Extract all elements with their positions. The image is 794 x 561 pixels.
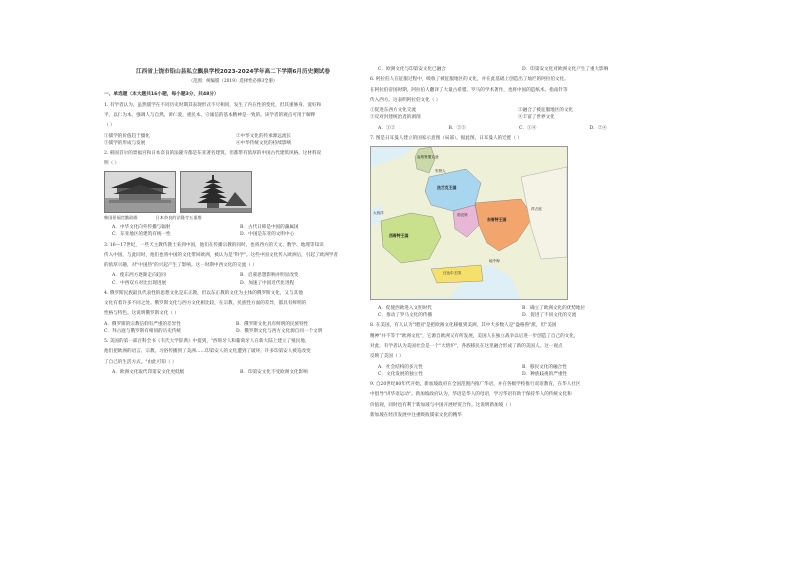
q1-option[interactable]: ④中华传统文化的持续影响 <box>236 140 292 146</box>
q1-option[interactable]: ③儒学的形成与发展 <box>104 140 146 146</box>
q7-option[interactable]: B．确立了欧洲文化的优势地位 <box>522 306 586 311</box>
q1-stem: 1. 有学者认为，虽然儒学在不同历史时期其表现形式不尽相同，发生了内在性的变化，但其重修身、爱好和 <box>104 102 322 108</box>
q4-stem: 文化有着许多不同之处。俄罗斯文化与西方文化相比较，在宗教、民族性方面的差异，都具有鲜明的 <box>104 301 307 307</box>
q1-stem: 平、以仁为本、强调人与自然、讲仁爱、重民本、守诚信的基本精神是一致的。该学者的观点可用于解释 <box>104 113 316 119</box>
q4-option[interactable]: C．拜占庭与俄罗斯有相同的历史传统 <box>104 328 182 334</box>
q2-option[interactable]: D．中国是东亚的文明中心 <box>240 232 295 238</box>
q8-option[interactable]: C．文化发展的独立性 <box>378 371 423 377</box>
q6-stem: 6. 阿拉伯人在征服过程中，吸收了被征服地区的文化，并在此基础上创造出了灿烂的阿拉伯文化。 <box>370 77 569 83</box>
exam-title: 江西省上饶市铅山县私立飘泉学校2023-2024学年高二下学期6月历史测试卷 <box>136 69 330 75</box>
q1-option[interactable]: ①儒学的价值趋于僵化 <box>104 133 150 139</box>
map-label: 朱特人 <box>435 169 446 173</box>
q6-statement: ③反对封建统治者的剥削 <box>370 115 421 121</box>
q1-stem: （ ） <box>104 123 115 129</box>
q3-options <box>104 272 362 286</box>
q5-options <box>104 369 362 376</box>
q5-option[interactable]: A．欧洲文化取代印第安文化更低级 <box>112 370 185 376</box>
pagoda-photo <box>180 171 252 213</box>
q2-captions <box>104 215 362 222</box>
q1-options <box>104 133 362 147</box>
q1-option[interactable]: ②中华文化的传承源远流长 <box>236 133 292 139</box>
q4-options <box>104 321 362 335</box>
q6-option[interactable]: B．②③ <box>448 125 466 131</box>
q2-stem: 2. 韩国首尔的景福宫和日本奈良的法隆寺都是东亚著名建筑，但都带有浓厚的中国古代建筑风格。这材料说 <box>104 151 322 157</box>
q8-option[interactable]: A．社会结构的多元性 <box>378 364 423 370</box>
germanic-kingdoms-map <box>370 146 568 300</box>
q4-option[interactable]: A．俄罗斯的宗教信仰有严重的差异性 <box>104 321 181 327</box>
q4-option[interactable]: B．俄罗斯文化具有鲜明的民族特性 <box>236 321 309 327</box>
q6-statement: ①促进东西方文化交流 <box>370 108 416 114</box>
map-label: 勃艮第 <box>457 213 468 217</box>
q6-option[interactable]: C．①④ <box>519 125 537 131</box>
q7-option[interactable]: D．促进了不同文化的交流 <box>522 313 577 319</box>
q8-option[interactable]: B．移民文化的融合性 <box>522 364 567 370</box>
map-label: 东哥特王国 <box>487 217 507 222</box>
photo-caption: 日本奈良的法隆寺五重塔 <box>155 214 202 220</box>
q5-option[interactable]: C．欧洲文化与印第安文化已融合 <box>378 67 446 72</box>
q3-option[interactable]: A．使东西方逐渐走向趋同 <box>112 273 166 279</box>
q5-stem: 了自己的生活方式。"由此可知（ ） <box>104 359 177 365</box>
q3-option[interactable]: B．启蒙思想影响并明显改变 <box>240 273 299 279</box>
map-label: 盎格鲁撒克逊 <box>417 155 439 159</box>
q2-photos <box>104 171 362 213</box>
q6-option[interactable]: A．①② <box>378 125 396 131</box>
q4-option[interactable]: D．俄罗斯文化与西方文化源自同一个文明 <box>236 328 323 334</box>
photo-caption: 韩国景福宫勤政殿 <box>104 214 138 220</box>
q8-option[interactable]: D．种族歧视的严重性 <box>522 371 568 377</box>
q9-stem: 9. 自20世纪80年代开始，新加坡政府在全国范围内推广华语，并在各级学校推行双语教育，在华人社区 <box>370 382 581 387</box>
q2-stem: 明（ ） <box>104 161 120 167</box>
q8-stem: 对此，有学者认为美国社会是一个"大熔炉"，各族移民在这里融合形成了新的美国人。这一观点 <box>370 344 563 349</box>
q5-options-cont <box>370 66 660 73</box>
q5-stem: 5. 美国的第一部百科全书《韦氏大学辞典》中提到，"西班牙人和葡萄牙人在新大陆上建立了殖民地， <box>104 339 310 345</box>
q2-options <box>104 224 362 238</box>
map-label: 拜占庭 <box>531 207 542 211</box>
q8-stem: 反映了美国（ ） <box>370 354 404 360</box>
map-label: 汪达尔王国 <box>443 271 461 275</box>
q8-stem: 8. 在美国，有人认为"建国"是把欧洲文化移植到美洲，其中大多数人是"盎格鲁"派，但"美国 <box>370 323 557 329</box>
q8-options <box>370 364 660 378</box>
q9-stem: 价值观，同时也有利于新加坡与中国开展经贸合作。这说明新加坡（ ） <box>370 402 514 408</box>
map-label: 西哥特王国 <box>389 233 409 238</box>
q7-stem: 7. 图是日耳曼人建立的国家示意图（局部）。据此图，日耳曼人的迁徙（ ） <box>370 135 523 141</box>
q6-option[interactable]: D．②④ <box>589 125 607 131</box>
exam-subtitle: （范围：统编版（2019）选择性必修3全册） <box>188 78 278 84</box>
q9-option[interactable]: 新加坡在经济发展中注重吸收儒家文化的精华 <box>370 412 462 418</box>
q4-stem: 4. 俄罗斯民族最具代表性的思想文化是东正教，但以东正教的文化为主体的俄罗斯文化，又与其他 <box>104 290 303 296</box>
q7-option[interactable]: A．促使西欧进入文明时代 <box>378 306 432 311</box>
q2-option[interactable]: A．中华文化向外传播与辐射 <box>112 225 171 231</box>
q8-stem: 精神"并不等于"欧洲文化"，它源自欧洲又有所发展，美国人在独立战争以后进一步创造了自己的文化， <box>370 333 579 339</box>
q6-stem: 传入西方。这表明阿拉伯文化（ ） <box>370 97 441 103</box>
palace-photo <box>104 171 176 213</box>
q4-stem: 性格与特色。这说明俄罗斯文化（ ） <box>104 311 179 317</box>
q6-stem: 在阿拉伯帝国时期，阿拉伯人翻译了大量古希腊、罗马的学术著作，也将中国的造纸术、指南针等 <box>370 87 568 93</box>
map-drawing <box>371 147 567 299</box>
q3-option[interactable]: C．中西双方对比出现进展 <box>112 280 167 286</box>
q3-option[interactable]: D．加速了中国近代化进程 <box>240 280 295 286</box>
q6-statements <box>370 107 660 121</box>
right-column <box>370 66 660 422</box>
q3-stem: 传入中国，与此同时，他们也将中国的文化带回欧洲，被认为是"科学"。这些中国文化传入欧洲后，引起了欧洲学者 <box>104 252 338 258</box>
map-label: 大西洋 <box>373 211 384 215</box>
q2-option[interactable]: C．东亚地区的建筑有统一性 <box>112 232 171 238</box>
q3-stem: 3. 16—17世纪，一些天主教传教士来到中国，他们在传播宗教的同时，也将西方的天文、数学、地理等知识 <box>104 242 324 248</box>
q7-option[interactable]: C．推动了罗马文化的传播 <box>378 313 433 319</box>
q2-option[interactable]: B．古代日韩是中国的藩属国 <box>240 225 299 231</box>
q6-options <box>370 125 660 132</box>
q5-option[interactable]: B．印第安文化不受欧洲文化影响 <box>240 370 308 376</box>
q6-statement: ②融合了被征服地区的文化 <box>518 108 574 114</box>
q3-stem: 的浓厚兴趣，对"中国热"的兴起产生了影响。这一时期中西文化的交流（ ） <box>104 263 257 269</box>
q9-stem: 中倡导"讲华语运动"。新加坡政府认为，华语是华人的母语，学习华语有助于保持华人的传统文化和 <box>370 392 572 398</box>
q5-stem: 他们把欧洲的语言、宗教、习俗传播到了美洲……印第安人的文化遭到了破坏，许多印第安人被迫改变 <box>104 349 311 355</box>
section-heading: 一、单选题（本大题共16小题，每小题3分，共48分） <box>104 92 219 98</box>
left-column <box>104 66 362 379</box>
q7-options <box>370 305 660 319</box>
q5-option[interactable]: D．印第安文化对欧洲文化产生了重大影响 <box>522 67 609 72</box>
map-label: 法兰克王国 <box>437 185 457 190</box>
map-label: 地中海 <box>489 259 500 263</box>
q6-statement: ④丰富了世界文化 <box>518 115 555 121</box>
